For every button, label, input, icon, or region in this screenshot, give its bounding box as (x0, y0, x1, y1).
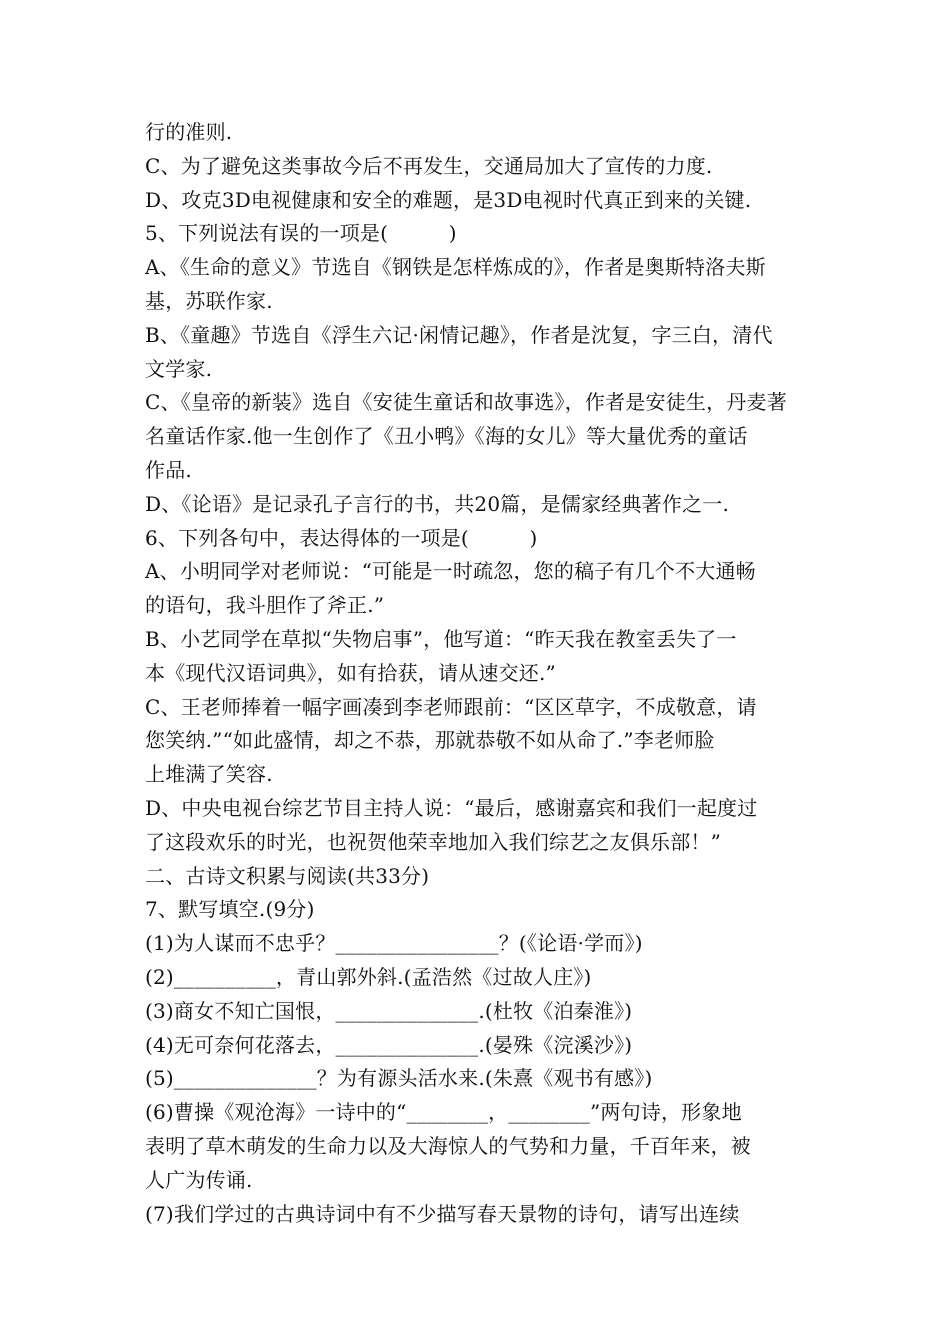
option-c-line: C、为了避免这类事故今后不再发生，交通局加大了宣传的力度. (145, 153, 713, 178)
question-7-item-7: (7)我们学过的古典诗词中有不少描写春天景物的诗句，请写出连续 (145, 1201, 740, 1226)
question-7-item-2: (2)__________，青山郭外斜.(孟浩然《过故人庄》) (145, 964, 592, 989)
question-5-option-d: D、《论语》是记录孔子言行的书，共20篇，是儒家经典著作之一. (145, 491, 730, 516)
question-6-stem: 6、下列各句中，表达得体的一项是( ) (145, 525, 538, 550)
question-7-item-6: (6)曹操《观沧海》一诗中的“________，________”两句诗，形象地 (145, 1100, 742, 1125)
question-6-option-d-cont: 了这段欢乐的时光，也祝贺他荣幸地加入我们综艺之友俱乐部！” (145, 829, 722, 854)
text-line: 行的准则. (145, 120, 233, 144)
question-6-option-a-cont: 的语句，我斗胆作了斧正.” (145, 593, 385, 618)
question-5-option-a-cont: 基，苏联作家. (145, 288, 273, 313)
question-5-stem: 5、下列说法有误的一项是( ) (145, 221, 457, 246)
question-7-item-6-cont: 人广为传诵. (145, 1167, 253, 1192)
question-5-option-a: A、《生命的意义》节选自《钢铁是怎样炼成的》，作者是奥斯特洛夫斯 (145, 255, 766, 280)
question-7-item-1: (1)为人谋而不忠乎？________________？(《论语·学而》) (145, 931, 643, 956)
question-5-option-b: B、《童趣》节选自《浮生六记·闲情记趣》，作者是沈复，字三白，清代 (145, 322, 773, 347)
question-6-option-b: B、小艺同学在草拟“失物启事”，他写道：“昨天我在教室丢失了一 (145, 626, 737, 651)
question-7-stem: 7、默写填空.(9分) (145, 897, 315, 922)
question-5-option-b-cont: 文学家. (145, 356, 213, 381)
question-7-item-6-cont: 表明了草木萌发的生命力以及大海惊人的气势和力量，千百年来，被 (145, 1133, 751, 1158)
document-body (145, 116, 815, 1231)
question-7-item-4: (4)无可奈何花落去，______________.(晏殊《浣溪沙》) (145, 1032, 633, 1057)
option-d-line: D、攻克3D电视健康和安全的难题，是3D电视时代真正到来的关键. (145, 187, 752, 212)
question-6-option-a: A、小明同学对老师说：“可能是一时疏忽，您的稿子有几个不大通畅 (145, 559, 756, 584)
question-5-option-c: C、《皇帝的新装》选自《安徒生童话和故事选》，作者是安徒生，丹麦著 (145, 390, 787, 415)
question-5-option-c-cont: 名童话作家.他一生创作了《丑小鸭》《海的女儿》等大量优秀的童话 (145, 424, 748, 449)
question-6-option-b-cont: 本《现代汉语词典》，如有拾获，请从速交还.” (145, 660, 556, 685)
question-6-option-c-cont: 您笑纳.”“如此盛情，却之不恭，那就恭敬不如从命了.”李老师脸 (145, 728, 715, 753)
question-6-option-c: C、王老师捧着一幅字画凑到李老师跟前：“区区草字，不成敬意，请 (145, 694, 757, 719)
question-6-option-c-cont: 上堆满了笑容. (145, 762, 273, 787)
question-7-item-3: (3)商女不知亡国恨，______________.(杜牧《泊秦淮》) (145, 998, 633, 1023)
question-6-option-d: D、中央电视台综艺节目主持人说：“最后，感谢嘉宾和我们一起度过 (145, 795, 758, 820)
section-2-heading: 二、古诗文积累与阅读(共33分) (145, 863, 430, 888)
question-5-option-c-cont: 作品. (145, 457, 192, 482)
question-7-item-5: (5)______________？为有源头活水来.(朱熹《观书有感》) (145, 1066, 653, 1091)
